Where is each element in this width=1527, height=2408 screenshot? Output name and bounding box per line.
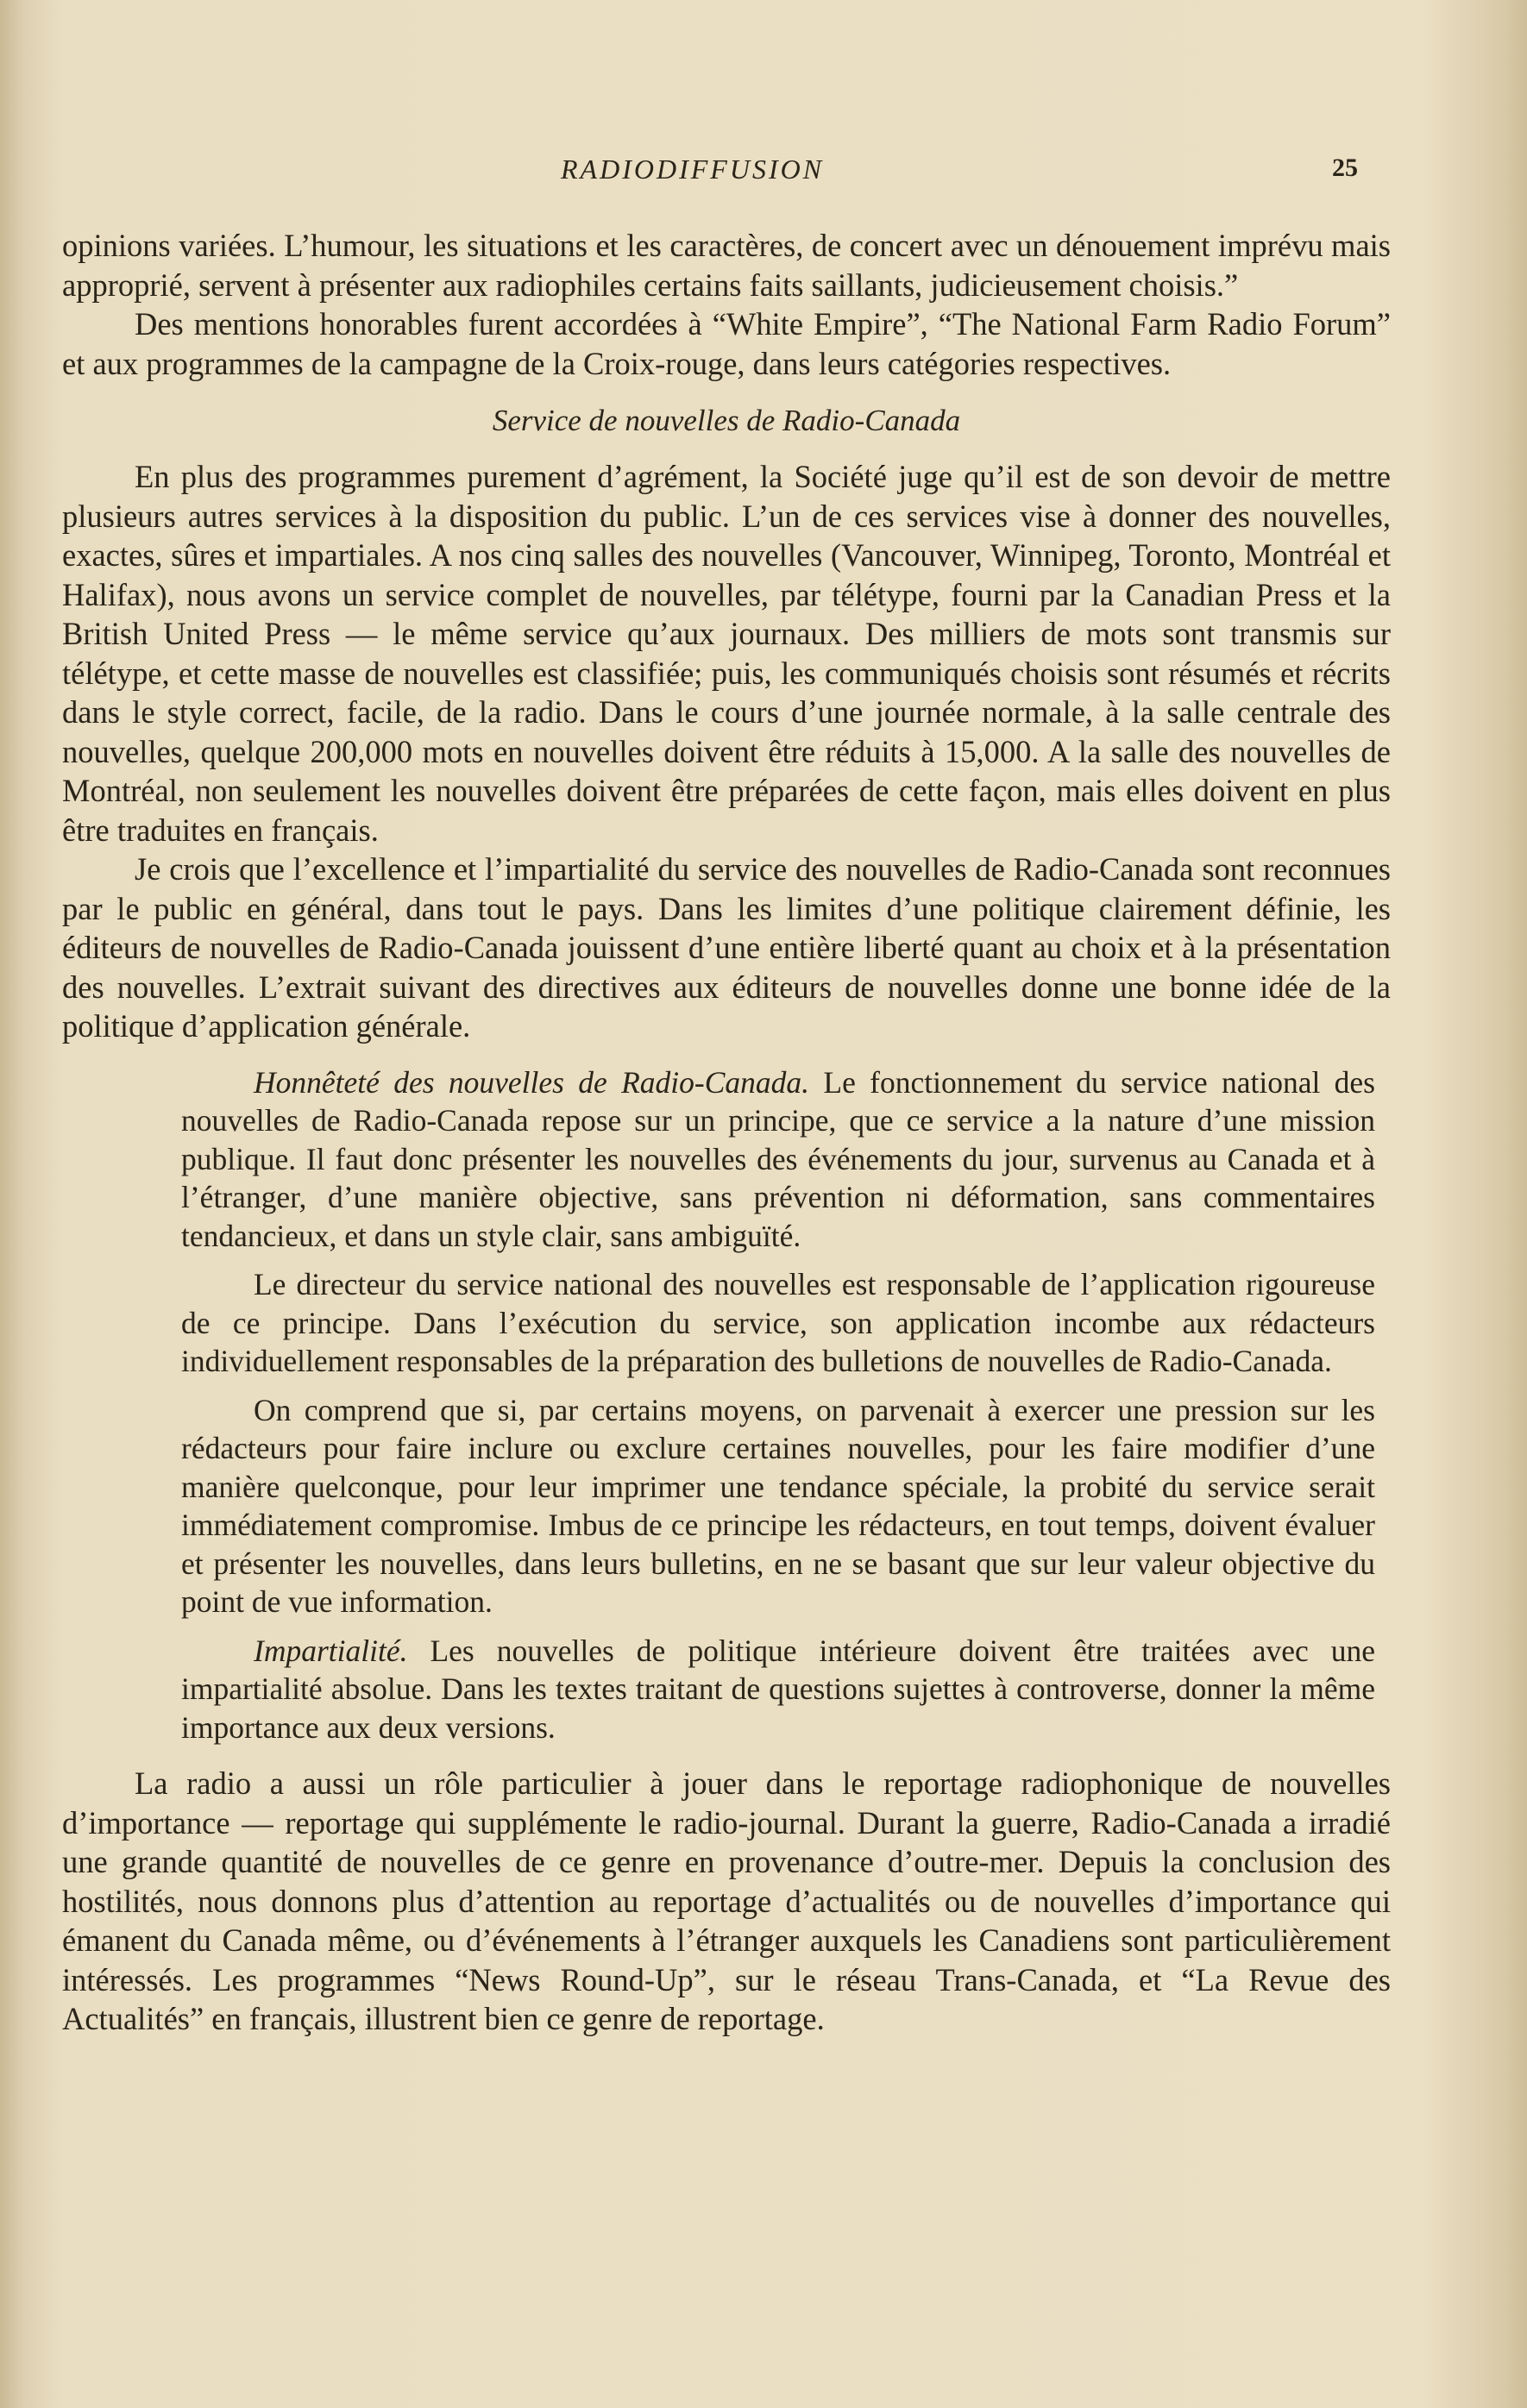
run-in-heading-impartiality: Impartialité. xyxy=(254,1633,408,1668)
paragraph-news-service: En plus des programmes purement d’agrément, la Société juge qu’il est de son devoir de mettre plusieurs autres services à la disposition du public. L’un de ces services vise à donner des nouvelles, exactes, sûres et impartiales. A nos cinq salles des nouvelles (Vancouver, Winnipeg, Toronto, Montréal et Halifax), nous avons un service complet de nouvelles, par télétype, fourni par la Canadian Press et la British United Press — le même service qu’aux journaux. Des milliers de mots sont transmis sur télétype, et cette masse de nouvelles est classifiée; puis, les communiqués choisis sont résumés et récrits dans le style correct, facile, de la radio. Dans le cours d’une journée normale, à la salle centrale des nouvelles, quelque 200,000 mots en nouvelles doivent être réduits à 15,000. A la salle des nouvelles de Montréal, non seulement les nouvelles doivent être préparées de cette façon, mais elles doivent en plus être traduites en français. xyxy=(62,459,1391,848)
quote-paragraph-pressure: On comprend que si, par certains moyens, on parvenait à exercer une pression sur les rédacteurs pour faire inclure ou exclure certaines nouvelles, pour les faire modifier d’une manière quelconque, pour leur imprimer une tendance spéciale, la probité du service serait immédiatement compromise. Imbus de ce principe les rédacteurs, en tout temps, doivent évaluer et présenter les nouvelles, dans leurs bulletins, en ne se basant que sur leur valeur objective du point de vue information. xyxy=(181,1392,1375,1619)
paragraph-continued: opinions variées. L’humour, les situations et les caractères, de concert avec un dénouement imprévu mais approprié, servent à présenter aux radiophiles certains faits saillants, judicieusement choisis.” xyxy=(62,228,1391,303)
quote-text-impartiality: Les nouvelles de politique intérieure doivent être traitées avec une impartialité absolue. Dans les textes traitant de questions sujettes à controverse, donner la même importance aux deux versions. xyxy=(181,1633,1375,1745)
body-text xyxy=(62,226,1391,2039)
quote-paragraph-director: Le directeur du service national des nouvelles est responsable de l’application rigoureuse de ce principe. Dans l’exécution du service, son application incombe aux rédacteurs individuellement responsables de la préparation des bulletions de nouvelles de Radio-Canada. xyxy=(181,1267,1375,1378)
page-number: 25 xyxy=(1332,154,1358,182)
quote-text-honesty: Le fonctionnement du service national des nouvelles de Radio-Canada repose sur un principe, que ce service a la nature d’une mission publique. Il faut donc présenter les nouvelles des événements du jour, survenus au Canada et à l’étranger, d’une manière objective, sans prévention ni déformation, sans commentaires tendancieux, et dans un style clair, sans ambiguïté. xyxy=(181,1064,1375,1253)
quote-paragraph-impartiality xyxy=(181,1632,1375,1747)
quote-paragraph-honesty xyxy=(181,1063,1375,1256)
paragraph-news-features: La radio a aussi un rôle particulier à jouer dans le reportage radiophonique de nouvelles d’importance — reportage qui supplémente le radio-journal. Durant la guerre, Radio-Canada a irradié une grande quantité de nouvelles de ce genre en provenance d’outre-mer. Depuis la conclusion des hostilités, nous donnons plus d’attention au reportage d’actualités ou de nouvelles d’importance qui émanent du Canada même, ou d’événements à l’étranger auxquels les Canadiens sont particulièrement intéressés. Les programmes “News Round-Up”, sur le réseau Trans-Canada, et “La Revue des Actualités” en français, illustrent bien ce genre de reportage. xyxy=(62,1765,1391,2036)
paragraph-impartiality: Je crois que l’excellence et l’impartialité du service des nouvelles de Radio-Canada sont reconnues par le public en général, dans tout le pays. Dans les limites d’une politique clairement définie, les éditeurs de nouvelles de Radio-Canada jouissent d’une entière liberté quant au choix et à la présentation des nouvelles. L’extrait suivant des directives aux éditeurs de nouvelles donne une bonne idée de la politique d’application générale. xyxy=(62,851,1391,1044)
running-title: RADIODIFFUSION xyxy=(561,154,825,185)
running-head xyxy=(0,154,1527,197)
section-heading: Service de nouvelles de Radio-Canada xyxy=(492,404,961,437)
run-in-heading-honesty: Honnêteté des nouvelles de Radio-Canada. xyxy=(254,1064,810,1100)
block-quote-directives xyxy=(181,1063,1375,1747)
paragraph-honorable-mentions: Des mentions honorables furent accordées à “White Empire”, “The National Farm Radio Forum” et aux programmes de la campagne de la Croix-rouge, dans leurs catégories respectives. xyxy=(62,306,1391,381)
